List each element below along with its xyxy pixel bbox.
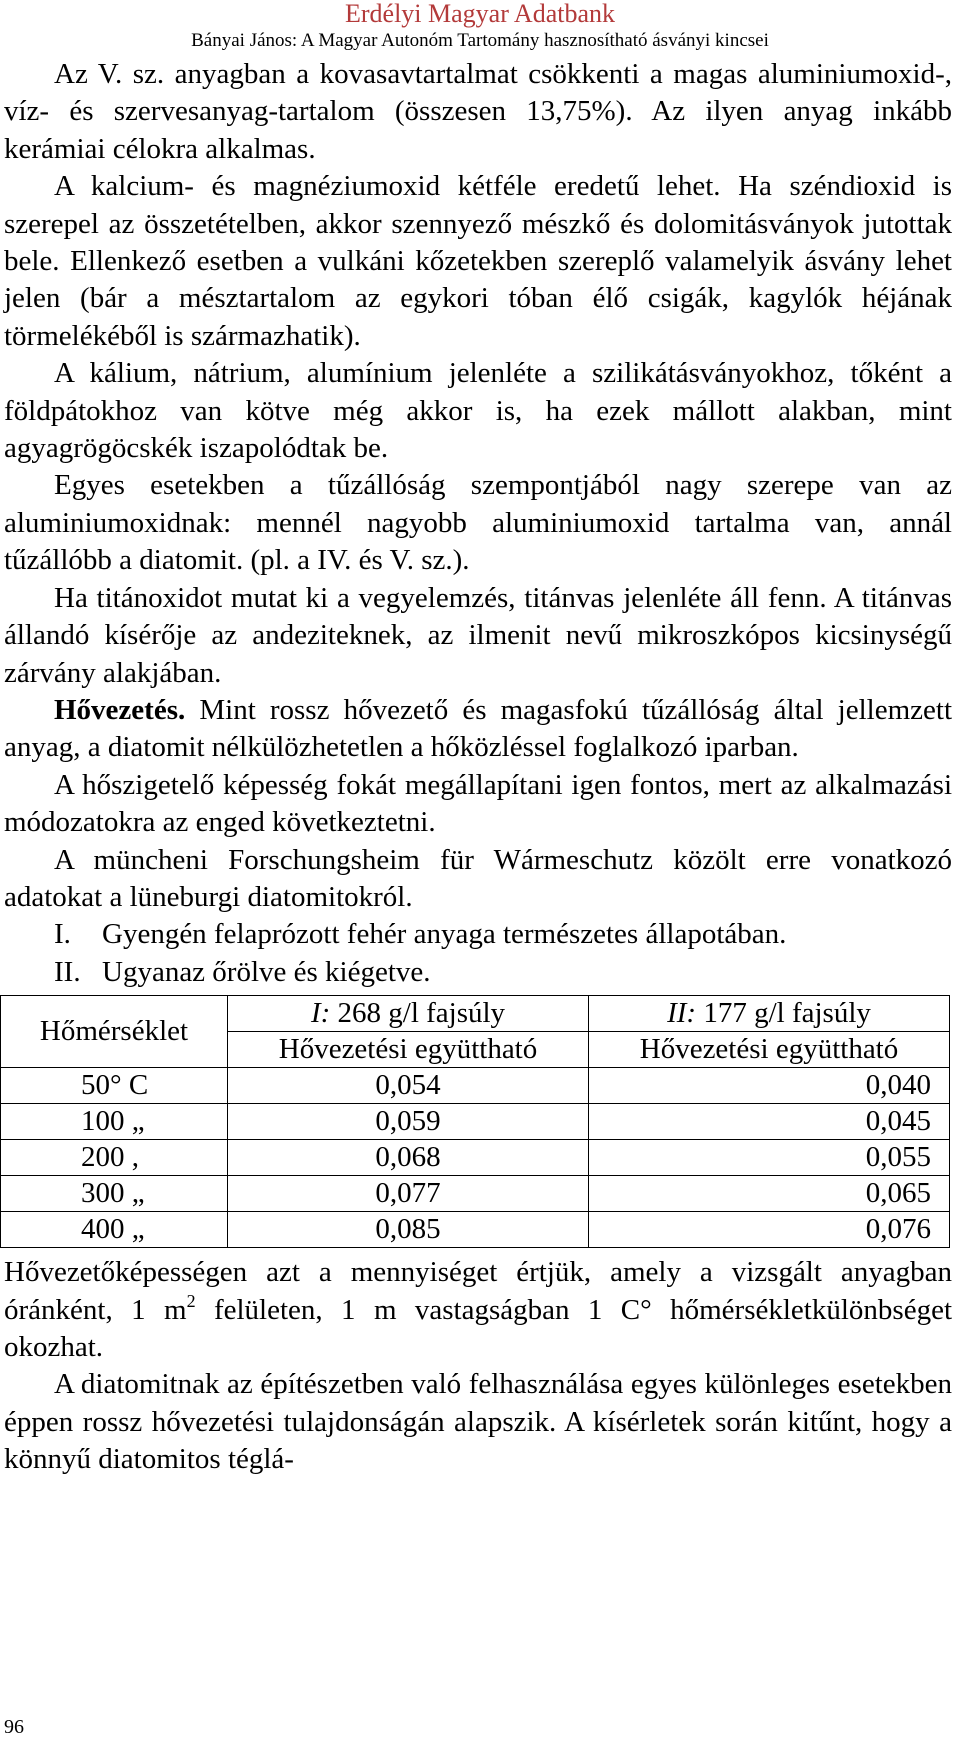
paragraph [4,692,952,767]
table-cell-temp: 200 , [1,1140,228,1176]
list-item [4,916,952,953]
table-row [1,1068,950,1104]
table-cell: 0,054 [228,1068,589,1104]
table-cell: 0,045 [589,1104,950,1140]
document-body [4,56,952,1479]
table-header-sample-2: II: 177 g/l fajsúly [589,996,950,1032]
list-text: Gyengén felaprózott fehér anyaga természetes állapotában. [102,918,787,951]
table-cell: 0,065 [589,1176,950,1212]
paragraph: A müncheni Forschungsheim für Wármeschutz közölt erre vonatkozó adatokat a lüneburgi diatomitokról. [4,843,952,913]
table-row [1,1176,950,1212]
list-item [4,954,952,991]
thermal-conductivity-table [0,995,950,1248]
paragraph: A kálium, nátrium, alumínium jelenléte a szilikátásványokhoz, tőként a földpátokhoz van kötve még akkor is, ha ezek mállott alakban, mint agyagrögöcskék iszapolódtak be. [4,357,952,465]
superscript: 2 [186,1290,196,1311]
section-heading: Hővezetés. [54,693,186,726]
table-cell: 0,055 [589,1140,950,1176]
page-number: 96 [4,1716,24,1738]
table-cell: 0,040 [589,1068,950,1104]
table-header-temperature: Hőmérséklet [1,996,228,1068]
table-cell: 0,085 [228,1212,589,1248]
table-cell: 0,077 [228,1176,589,1212]
table-cell: 0,076 [589,1212,950,1248]
paragraph: A hőszigetelő képesség fokát megállapítani igen fontos, mert az alkalmazási módozatokra az enged következtetni. [4,768,952,839]
table-cell-temp: 50° C [1,1068,228,1104]
paragraph: Hővezetőképességen azt a mennyiséget értjük, amely a vizsgált anyagban óránként, 1 $m^2$ felületen, 1 m vastagságban 1 C° hőmérsékletkülönbséget okozhat. [4,1256,952,1363]
paragraph-text: Mint rossz hővezető és magasfokú tűzállóság által jellemzett anyag, a diatomit nélkülözhetetlen a hőközléssel foglalkozó iparban. [4,693,952,764]
table-cell-temp: 300 „ [1,1176,228,1212]
paragraph: Ha titánoxidot mutat ki a vegyelemzés, titánvas jelenléte áll fenn. A titánvas állandó kísérője az andeziteknek, az ilmenit nevű mikroszkópos kicsinységű zárvány alakjában. [4,581,952,689]
site-header[interactable]: Erdélyi Magyar Adatbank [344,0,616,28]
table-subheader: Hővezetési együttható [228,1032,589,1068]
table-row [1,1140,950,1176]
table-row [1,1104,950,1140]
table-subheader: Hővezetési együttható [589,1032,950,1068]
table-row [1,1212,950,1248]
table-cell-temp: 400 „ [1,1212,228,1248]
table-cell: 0,059 [228,1104,589,1140]
paragraph: A diatomitnak az építészetben való felhasználása egyes különleges esetekben éppen rossz hővezetési tulajdonságán alapszik. A kísérletek során kitűnt, hogy a könnyű diatomitos téglá- [4,1368,952,1476]
paragraph: A kalcium- és magnéziumoxid kétféle eredetű lehet. Ha széndioxid is szerepel az összetételben, akkor szennyező mészkő és dolomitásványok jutottak bele. Ellenkező esetben a vulkáni kőzetekben szereplő valamelyik ásvány lehet jelen (bár a mésztartalom az egykori tóban élő csigák, kagylók héjának törmelékéből is származhatik). [4,170,952,352]
list-text: Ugyanaz őrölve és kiégetve. [102,955,431,988]
table-cell: 0,068 [228,1140,589,1176]
list-number: I. [54,918,71,951]
table-header-row [1,996,950,1032]
paragraph: Egyes esetekben a tűzállóság szempontjából nagy szerepe van az aluminiumoxidnak: mennél nagyobb aluminiumoxid tartalma van, annál tűzállóbb a diatomit. (pl. a IV. és V. sz.). [4,469,952,577]
list-number: II. [54,955,81,988]
paragraph: Az V. sz. anyagban a kovasavtartalmat csökkenti a magas aluminiumoxid-, víz- és szervesanyag-tartalom (összesen 13,75%). Az ilyen anyag inkább kerámiai célokra alkalmas. [4,58,952,165]
table-cell-temp: 100 „ [1,1104,228,1140]
book-header: Bányai János: A Magyar Autonóm Tartomány hasznosítható ásványi kincsei [191,30,769,51]
table-header-sample-1: I: 268 g/l fajsúly [228,996,589,1032]
